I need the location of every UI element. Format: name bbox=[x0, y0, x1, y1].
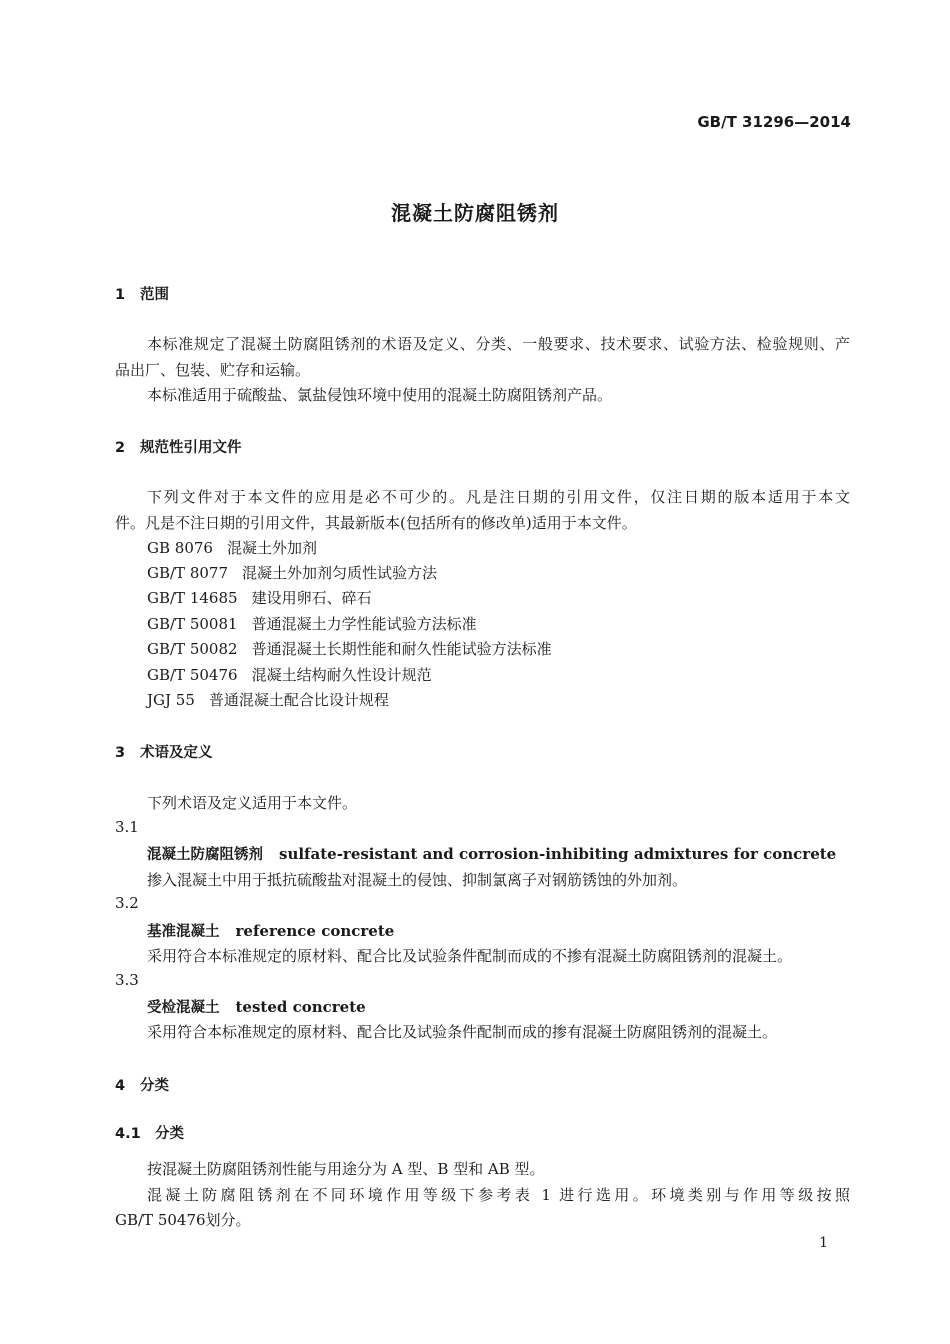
section-4-heading bbox=[115, 1074, 169, 1095]
term-definition: 采用符合本标准规定的原材料、配合比及试验条件配制而成的不掺有混凝土防腐阻锈剂的混凝土。 bbox=[147, 947, 793, 965]
document-title: 混凝土防腐阻锈剂 bbox=[391, 201, 559, 225]
section-number: 4 bbox=[115, 1078, 126, 1094]
section-number: 1 bbox=[115, 287, 126, 303]
section-title: 规范性引用文件 bbox=[140, 440, 242, 456]
subsection-number: 4.1 bbox=[115, 1126, 141, 1142]
page-number: 1 bbox=[819, 1235, 828, 1251]
subsection-title: 分类 bbox=[155, 1126, 184, 1142]
reference-title: 普通混凝土长期性能和耐久性能试验方法标准 bbox=[251, 640, 552, 658]
reference-code: GB/T 14685 bbox=[147, 589, 238, 607]
term-entry bbox=[147, 996, 366, 1017]
reference-code: JGJ 55 bbox=[147, 691, 195, 709]
selection-paragraph-line2: GB/T 50476划分。 bbox=[115, 1211, 251, 1229]
reference-title: 普通混凝土配合比设计规程 bbox=[208, 691, 389, 709]
section-title: 术语及定义 bbox=[140, 745, 213, 761]
section-number: 3 bbox=[115, 745, 126, 761]
reference-code: GB 8076 bbox=[147, 539, 213, 557]
reference-item bbox=[147, 562, 437, 583]
term-chinese: 受检混凝土 bbox=[147, 1000, 220, 1016]
term-number: 3.1 bbox=[115, 818, 139, 836]
reference-title: 混凝土外加剂匀质性试验方法 bbox=[242, 564, 438, 582]
term-chinese: 混凝土防腐阻锈剂 bbox=[147, 847, 263, 863]
term-english: sulfate-resistant and corrosion-inhibiting admixtures for concrete bbox=[279, 845, 837, 863]
reference-title: 建设用卵石、碎石 bbox=[251, 589, 372, 607]
scope-applicability: 本标准适用于硫酸盐、氯盐侵蚀环境中使用的混凝土防腐阻锈剂产品。 bbox=[147, 386, 613, 404]
reference-title: 混凝土结构耐久性设计规范 bbox=[251, 666, 432, 684]
reference-item bbox=[147, 638, 552, 659]
term-number: 3.2 bbox=[115, 894, 139, 912]
term-entry bbox=[147, 920, 394, 941]
section-title: 分类 bbox=[140, 1078, 169, 1094]
section-2-heading bbox=[115, 436, 242, 457]
section-title: 范围 bbox=[140, 287, 169, 303]
reference-title: 混凝土外加剂 bbox=[226, 539, 317, 557]
section-number: 2 bbox=[115, 440, 126, 456]
reference-item bbox=[147, 664, 432, 685]
reference-code: GB/T 50082 bbox=[147, 640, 238, 658]
scope-paragraph-line1: 本标准规定了混凝土防腐阻锈剂的术语及定义、分类、一般要求、技术要求、试验方法、检验规则、产 bbox=[147, 335, 850, 353]
term-number: 3.3 bbox=[115, 971, 139, 989]
classification-paragraph: 按混凝土防腐阻锈剂性能与用途分为 A 型、B 型和 AB 型。 bbox=[147, 1160, 545, 1178]
normative-intro-line2: 件。凡是不注日期的引用文件，其最新版本(包括所有的修改单)适用于本文件。 bbox=[115, 514, 637, 532]
term-chinese: 基准混凝土 bbox=[147, 924, 220, 940]
subsection-4-1-heading bbox=[115, 1122, 184, 1143]
reference-code: GB/T 50081 bbox=[147, 615, 238, 633]
selection-paragraph-line1: 混凝土防腐阻锈剂在不同环境作用等级下参考表 1 进行选用。环境类别与作用等级按照 bbox=[147, 1186, 850, 1204]
normative-intro-line1: 下列文件对于本文件的应用是必不可少的。凡是注日期的引用文件，仅注日期的版本适用于本文 bbox=[147, 488, 850, 506]
reference-item bbox=[147, 537, 317, 558]
scope-paragraph-line2: 品出厂、包装、贮存和运输。 bbox=[115, 361, 311, 379]
term-english: reference concrete bbox=[235, 922, 395, 940]
reference-code: GB/T 8077 bbox=[147, 564, 229, 582]
terms-intro: 下列术语及定义适用于本文件。 bbox=[147, 794, 358, 812]
term-english: tested concrete bbox=[235, 998, 366, 1016]
term-entry bbox=[147, 843, 836, 864]
reference-title: 普通混凝土力学性能试验方法标准 bbox=[251, 615, 477, 633]
section-1-heading bbox=[115, 283, 169, 304]
term-definition: 掺入混凝土中用于抵抗硫酸盐对混凝土的侵蚀、抑制氯离子对钢筋锈蚀的外加剂。 bbox=[147, 871, 688, 889]
term-definition: 采用符合本标准规定的原材料、配合比及试验条件配制而成的掺有混凝土防腐阻锈剂的混凝土。 bbox=[147, 1023, 778, 1041]
reference-item bbox=[147, 613, 477, 634]
standard-number: GB/T 31296—2014 bbox=[697, 113, 851, 131]
reference-code: GB/T 50476 bbox=[147, 666, 238, 684]
reference-item bbox=[147, 587, 372, 608]
section-3-heading bbox=[115, 741, 213, 762]
reference-item bbox=[147, 689, 389, 710]
